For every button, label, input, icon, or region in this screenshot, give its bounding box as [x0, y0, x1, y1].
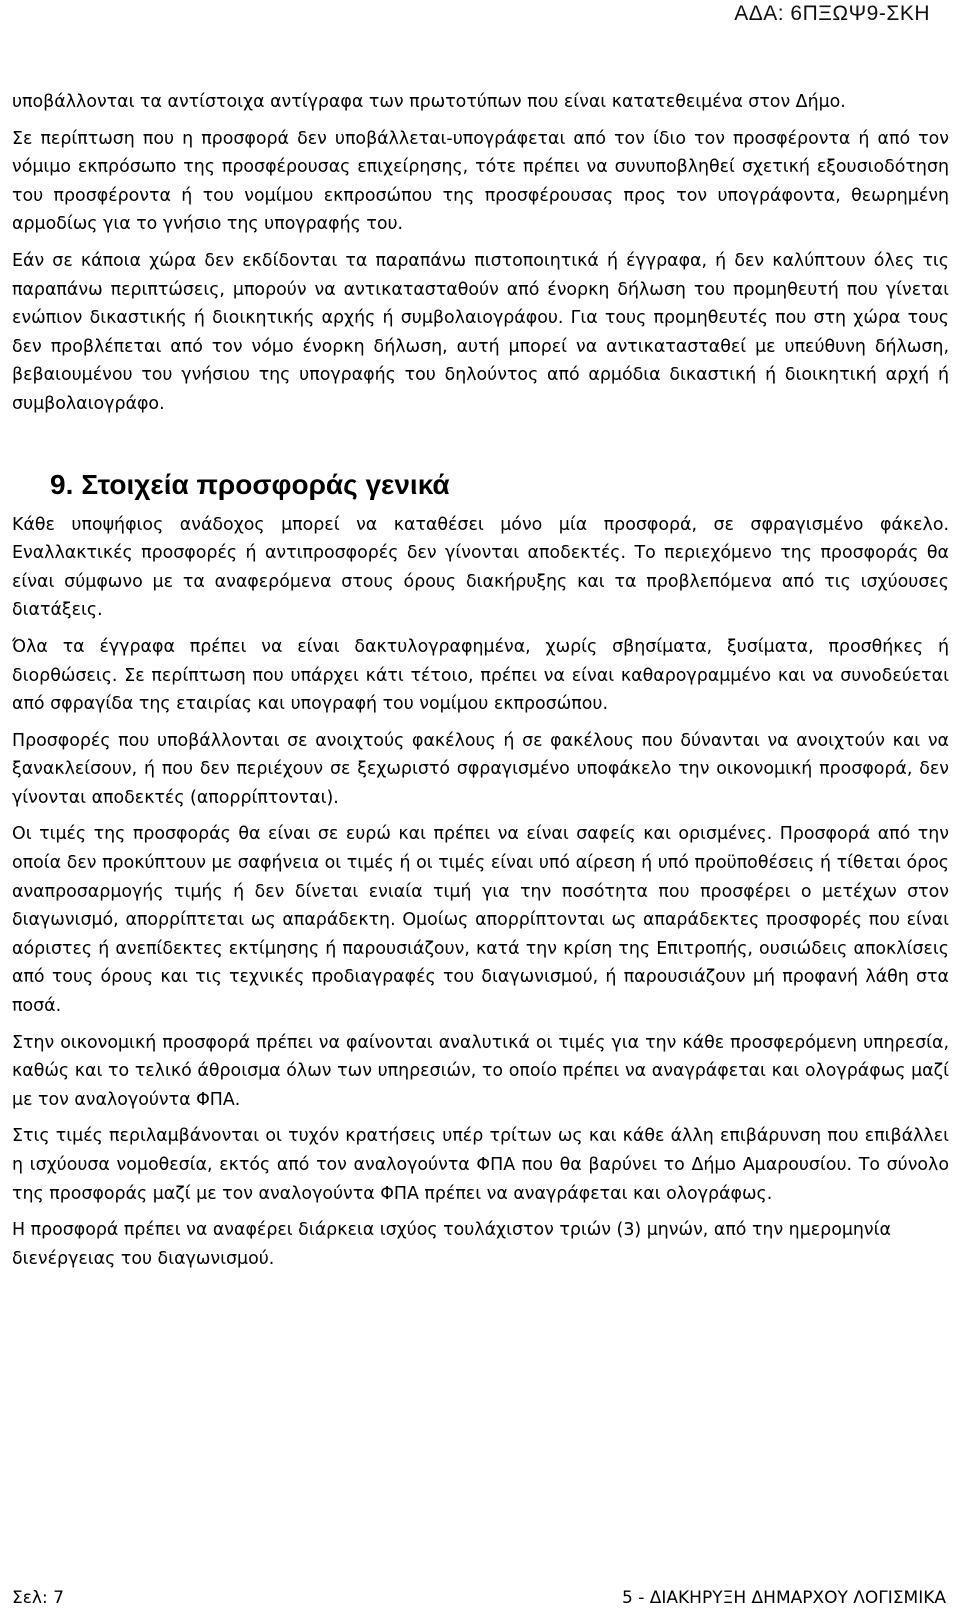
paragraph-continuation: υποβάλλονται τα αντίστοιχα αντίγραφα των πρωτοτύπων που είναι κατατεθειμένα στον Δήμο.: [12, 92, 846, 112]
section-title: Στοιχεία προσφοράς γενικά: [81, 468, 450, 500]
paragraph-typed-documents: Όλα τα έγγραφα πρέπει να είναι δακτυλογραφημένα, χωρίς σβησίματα, ξυσίματα, προσθήκες ή διορθώσεις. Σε περίπτωση που υπάρχει κάτι τέτοιο, πρέπει να είναι καθαρογραμμένο και να συνοδεύεται από σφραγίδα της εταιρίας και υπογραφή του νομίμου εκπροσώπου.: [12, 636, 949, 715]
section-heading: [50, 467, 949, 503]
paragraph-prices-euro: Οι τιμές της προσφοράς θα είναι σε ευρώ και πρέπει να είναι σαφείς και ορισμένες. Προσφορά από την οποία δεν προκύπτουν με σαφήνεια οι τιμές ή οι τιμές είναι υπό αίρεση ή υπό προϋποθέσεις ή τίθεται όρος αναπροσαρμογής τιμής ή δεν δίνεται ενιαία τιμή για την ποσότητα που προσφέρει ο μετέχων στον διαγωνισμό, απορρίπτεται ως απαράδεκτη. Ομοίως απορρίπτονται ως απαράδεκτες προσφορές που είναι αόριστες ή ανεπίδεκτες εκτίμησης ή παρουσιάζουν, κατά την κρίση της Επιτροπής, ουσιώδεις αποκλίσεις από τους όρους και τις τεχνικές προδιαγραφές του διαγωνισμού, ή παρουσιάζουν μή προφανή λάθη στα ποσά.: [12, 824, 949, 1017]
paragraph-sworn-statement: Εάν σε κάποια χώρα δεν εκδίδονται τα παραπάνω πιστοποιητικά ή έγγραφα, ή δεν καλύπτουν όλες τις παραπάνω περιπτώσεις, μπορούν να αντικατασταθούν από ένορκη δήλωση του προμηθευτή που γίνεται ενώπιον δικαστικής ή διοικητικής αρχής ή συμβολαιογράφου. Για τους προμηθευτές που στη χώρα τους δεν προβλέπεται από τον νόμο ένορκη δήλωση, αυτή μπορεί να αντικατασταθεί με υπεύθυνη δήλωση, βεβαιουμένου του γνήσιου της υπογραφής του δηλούντος από αρμόδια δικαστική ή διοικητική αρχή ή συμβολαιογράφο.: [12, 250, 949, 414]
ada-code: ΑΔΑ: 6ΠΞΩΨ9-ΣΚΗ: [734, 2, 930, 25]
paragraph-included-charges: Στις τιμές περιλαμβάνονται οι τυχόν κρατήσεις υπέρ τρίτων ως και κάθε άλλη επιβάρυνση που επιβάλλει η ισχύουσα νομοθεσία, εκτός από τον αναλογούντα ΦΠΑ που θα βαρύνει το Δήμο Αμαρουσίου. Το σύνολο της προσφοράς μαζί με τον αναλογούντα ΦΠΑ πρέπει να αναγράφεται και ολογράφως.: [12, 1126, 949, 1204]
section-number: 9.: [50, 468, 74, 500]
document-body: [12, 88, 949, 1273]
paragraph-authorization: Σε περίπτωση που η προσφορά δεν υποβάλλεται-υπογράφεται από τον ίδιο τον προσφέροντα ή από τον νόμιμο εκπρόσωπο της προσφέρουσας επιχείρησης, τότε πρέπει να συνυποβληθεί σχετική εξουσιοδότηση του προσφέροντα ή του νομίμου εκπροσώπου της προσφέρουσας προς τον υπογράφοντα, θεωρημένη αρμοδίως για το γνήσιο της υπογραφής του.: [12, 128, 949, 235]
paragraph-sealed-envelopes: Προσφορές που υποβάλλονται σε ανοιχτούς φακέλους ή σε φακέλους που δύνανται να ανοιχτούν και να ξανακλείσουν, ή που δεν περιέχουν σε ξεχωριστό σφραγισμένο υποφάκελο την οικονομική προσφορά, δεν γίνονται αποδεκτές (απορρίπτονται).: [12, 730, 949, 808]
paragraph-validity: Η προσφορά πρέπει να αναφέρει διάρκεια ισχύος τουλάχιστον τριών (3) μηνών, από την ημερομηνία διενέργειας του διαγωνισμού.: [12, 1220, 891, 1269]
paragraph-single-offer: Κάθε υποψήφιος ανάδοχος μπορεί να καταθέσει μόνο μία προσφορά, σε σφραγισμένο φάκελο. Εναλλακτικές προσφορές ή αντιπροσφορές δεν γίνονται αποδεκτές. Το περιεχόμενο της προσφοράς θα είναι σύμφωνο με τα αναφερόμενα στους όρους διακήρυξης και τα προβλεπόμενα από τις ισχύουσες διατάξεις.: [12, 514, 949, 621]
page-number: Σελ: 7: [12, 1588, 64, 1608]
paragraph-financial-offer: Στην οικονομική προσφορά πρέπει να φαίνονται αναλυτικά οι τιμές για την κάθε προσφερόμενη υπηρεσία, καθώς και το τελικό άθροισμα όλων των υπηρεσιών, το οποίο πρέπει να αναγράφεται και ολογράφως μαζί με τον αναλογούντα ΦΠΑ.: [12, 1032, 949, 1110]
document-label: 5 - ΔΙΑΚΗΡΥΞΗ ΔΗΜΑΡΧΟΥ ΛΟΓΙΣΜΙΚΑ: [622, 1588, 946, 1608]
